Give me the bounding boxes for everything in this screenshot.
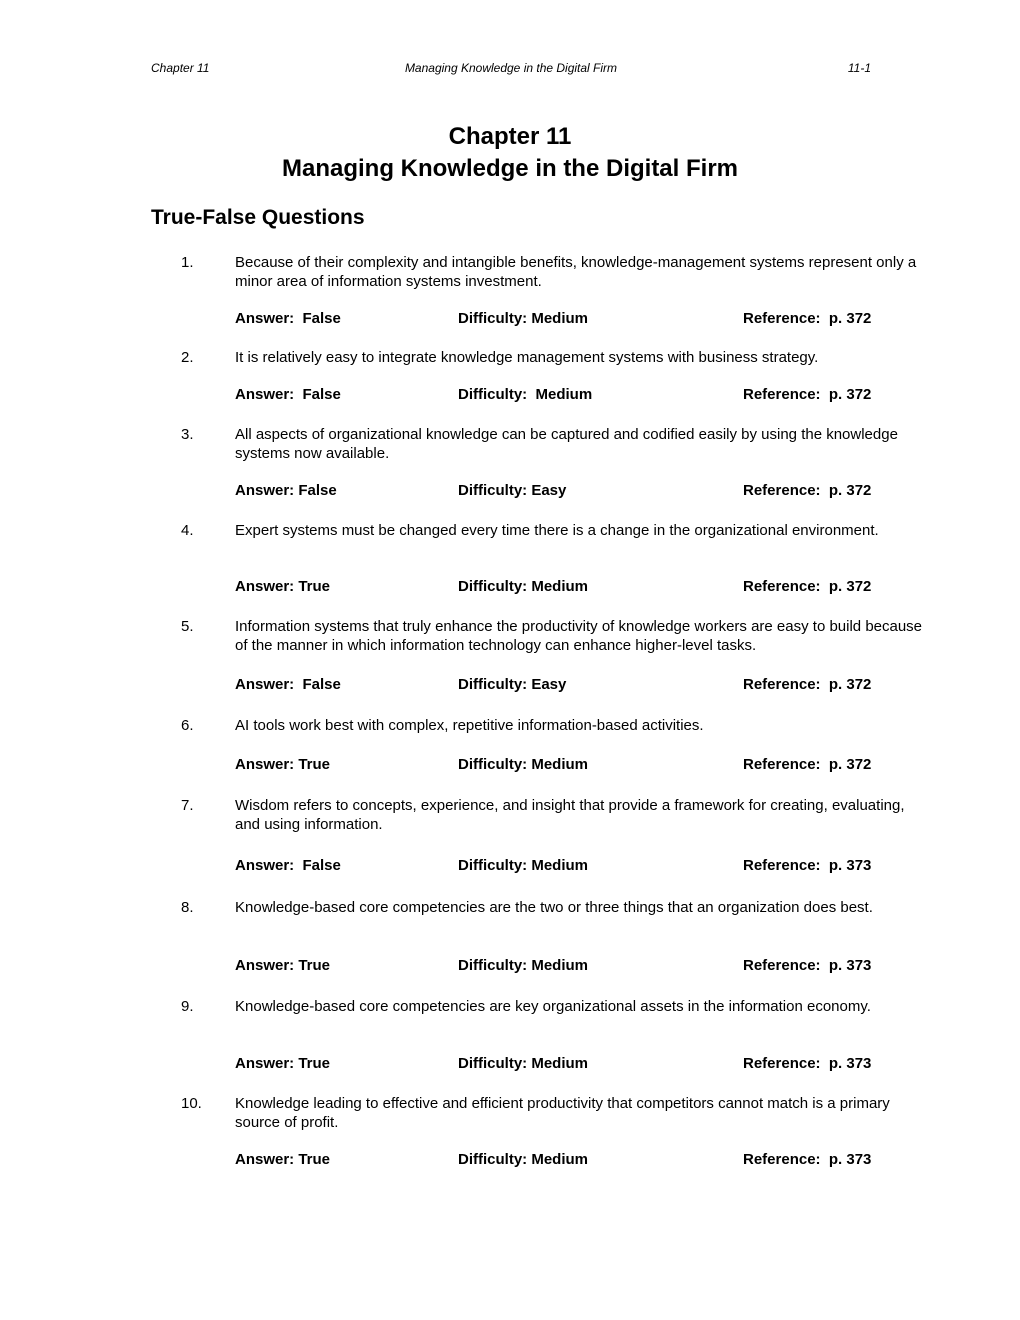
answer: Answer: False [235, 482, 337, 499]
reference: Reference: p. 373 [743, 857, 872, 874]
chapter-name: Managing Knowledge in the Digital Firm [281, 155, 738, 182]
difficulty: Difficulty: Medium [458, 310, 588, 327]
difficulty: Difficulty: Easy [458, 482, 567, 499]
difficulty: Difficulty: Easy [458, 676, 567, 693]
answer-row [235, 755, 935, 775]
question-number: 1. [181, 254, 194, 271]
answer-row [235, 577, 935, 597]
difficulty: Difficulty: Medium [458, 578, 588, 595]
question-number: 3. [181, 426, 194, 443]
reference: Reference: p. 372 [743, 578, 872, 595]
chapter-title [0, 121, 1020, 185]
question-text: Knowledge leading to effective and efficient productivity that competitors cannot match is a primary source of profit. [235, 1095, 890, 1131]
answer-row [235, 481, 935, 501]
difficulty: Difficulty: Medium [458, 1151, 588, 1168]
difficulty: Difficulty: Medium [458, 756, 588, 773]
question-number: 7. [181, 797, 194, 814]
answer-row [235, 1150, 935, 1170]
question-text: Because of their complexity and intangible benefits, knowledge-management systems represent only a minor area of information systems investment. [235, 254, 917, 290]
difficulty: Difficulty: Medium [458, 1055, 588, 1072]
answer: Answer: True [235, 756, 331, 773]
answer: Answer: False [235, 310, 341, 327]
difficulty: Difficulty: Medium [458, 957, 588, 974]
question-text: Wisdom refers to concepts, experience, and insight that provide a framework for creating, evaluating, and using information. [235, 797, 905, 833]
reference: Reference: p. 372 [743, 386, 872, 403]
answer: Answer: True [235, 1151, 331, 1168]
section-title: True-False Questions [151, 206, 365, 229]
question-text: Information systems that truly enhance the productivity of knowledge workers are easy to build because of the manner in which information technology can enhance higher-level tasks. [235, 618, 923, 654]
answer: Answer: False [235, 676, 341, 693]
reference: Reference: p. 373 [743, 1151, 872, 1168]
answer: Answer: True [235, 957, 331, 974]
answer-row [235, 385, 935, 405]
question-text: Knowledge-based core competencies are key organizational assets in the information economy. [235, 998, 871, 1015]
header-chapter: Chapter 11 [151, 61, 210, 75]
question-number: 2. [181, 349, 194, 366]
answer: Answer: False [235, 857, 341, 874]
question-number: 10. [181, 1095, 202, 1112]
difficulty: Difficulty: Medium [458, 857, 588, 874]
reference: Reference: p. 372 [743, 482, 872, 499]
question-number: 5. [181, 618, 194, 635]
answer-row [235, 956, 935, 976]
answer: Answer: True [235, 578, 331, 595]
answer-row [235, 309, 935, 329]
header-page-number: 11-1 [847, 61, 871, 75]
question-number: 9. [181, 998, 194, 1015]
question-text: Expert systems must be changed every time there is a change in the organizational environment. [235, 522, 879, 539]
reference: Reference: p. 372 [743, 676, 872, 693]
chapter-number: Chapter 11 [448, 123, 572, 150]
question-number: 6. [181, 717, 194, 734]
reference: Reference: p. 372 [743, 756, 872, 773]
question-text: AI tools work best with complex, repetitive information-based activities. [235, 717, 704, 734]
answer-row [235, 1054, 935, 1074]
difficulty: Difficulty: Medium [458, 386, 593, 403]
reference: Reference: p. 373 [743, 1055, 872, 1072]
question-text: Knowledge-based core competencies are the two or three things that an organization does best. [235, 899, 873, 916]
answer: Answer: False [235, 386, 341, 403]
reference: Reference: p. 373 [743, 957, 872, 974]
question-number: 4. [181, 522, 194, 539]
question-number: 8. [181, 899, 194, 916]
question-text: It is relatively easy to integrate knowledge management systems with business strategy. [235, 349, 819, 366]
question-text: All aspects of organizational knowledge can be captured and codified easily by using the knowledge systems now available. [235, 426, 898, 462]
page-header [151, 61, 871, 77]
answer: Answer: True [235, 1055, 331, 1072]
reference: Reference: p. 372 [743, 310, 872, 327]
answer-row [235, 856, 935, 876]
answer-row [235, 675, 935, 695]
header-title: Managing Knowledge in the Digital Firm [404, 61, 618, 75]
